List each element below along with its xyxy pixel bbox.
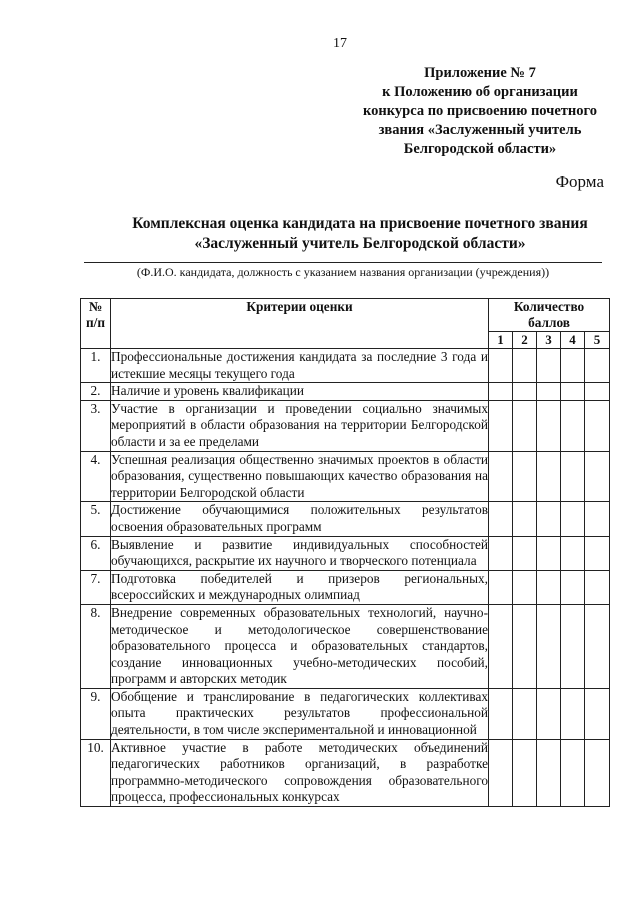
row-number: 2. bbox=[81, 383, 111, 401]
criterion-text: Профессиональные достижения кандидата за последние 3 года и истекшие месяцы текущего года bbox=[111, 349, 489, 383]
score-cell[interactable] bbox=[489, 570, 513, 604]
score-cell[interactable] bbox=[561, 604, 585, 688]
score-cell[interactable] bbox=[537, 604, 561, 688]
criterion-text: Подготовка победителей и призеров региональных, всероссийских и международных олимпиад bbox=[111, 570, 489, 604]
score-cell[interactable] bbox=[585, 570, 610, 604]
table-row bbox=[81, 349, 610, 383]
fio-caption: (Ф.И.О. кандидата, должность с указанием названия организации (учреждения)) bbox=[136, 265, 550, 279]
score-column-header: 1 bbox=[489, 332, 513, 349]
table-row bbox=[81, 536, 610, 570]
appendix-line: к Положению об организации bbox=[382, 84, 578, 100]
score-cell[interactable] bbox=[561, 536, 585, 570]
criterion-text: Обобщение и транслирование в педагогических коллективах опыта практических результатов профессиональной деятельности, в том числе экспериментальной и инновационной bbox=[111, 688, 489, 739]
score-cell[interactable] bbox=[537, 383, 561, 401]
score-cell[interactable] bbox=[489, 349, 513, 383]
score-cell[interactable] bbox=[513, 502, 537, 536]
row-number: 7. bbox=[81, 570, 111, 604]
score-cell[interactable] bbox=[585, 349, 610, 383]
score-cell[interactable] bbox=[489, 502, 513, 536]
table-row bbox=[81, 604, 610, 688]
score-cell[interactable] bbox=[537, 502, 561, 536]
score-cell[interactable] bbox=[561, 502, 585, 536]
score-column-header: 2 bbox=[513, 332, 537, 349]
criterion-text: Успешная реализация общественно значимых проектов в области образования, существенно повышающих качество образования на территории Белгородской области bbox=[111, 451, 489, 502]
criterion-text: Наличие и уровень квалификации bbox=[111, 383, 489, 401]
row-number: 1. bbox=[81, 349, 111, 383]
score-cell[interactable] bbox=[489, 536, 513, 570]
row-number: 5. bbox=[81, 502, 111, 536]
row-number: 4. bbox=[81, 451, 111, 502]
score-cell[interactable] bbox=[561, 739, 585, 806]
appendix-header bbox=[330, 64, 630, 159]
score-cell[interactable] bbox=[537, 400, 561, 451]
score-cell[interactable] bbox=[537, 688, 561, 739]
score-cell[interactable] bbox=[585, 502, 610, 536]
criteria-header: Критерии оценки bbox=[111, 299, 489, 349]
score-cell[interactable] bbox=[537, 536, 561, 570]
score-column-header: 4 bbox=[561, 332, 585, 349]
num-header: № п/п bbox=[81, 299, 111, 349]
score-column-header: 3 bbox=[537, 332, 561, 349]
row-number: 9. bbox=[81, 688, 111, 739]
criterion-text: Достижение обучающимися положительных результатов освоения образовательных программ bbox=[111, 502, 489, 536]
score-cell[interactable] bbox=[489, 604, 513, 688]
row-number: 6. bbox=[81, 536, 111, 570]
score-cell[interactable] bbox=[561, 383, 585, 401]
score-column-header: 5 bbox=[585, 332, 610, 349]
title-line-2: «Заслуженный учитель Белгородской области» bbox=[194, 235, 526, 252]
score-cell[interactable] bbox=[513, 688, 537, 739]
score-cell[interactable] bbox=[489, 400, 513, 451]
score-cell[interactable] bbox=[513, 739, 537, 806]
score-cell[interactable] bbox=[561, 400, 585, 451]
score-cell[interactable] bbox=[513, 570, 537, 604]
score-cell[interactable] bbox=[489, 383, 513, 401]
table-row bbox=[81, 739, 610, 806]
form-label: Форма bbox=[555, 172, 604, 191]
criterion-text: Внедрение современных образовательных технологий, научно-методическое и методологическое совершенствование образовательного процесса и образовательных стандартов, создание инновационных учебно-методических пособий, программ и авторских методик bbox=[111, 604, 489, 688]
score-cell[interactable] bbox=[561, 451, 585, 502]
score-cell[interactable] bbox=[513, 349, 537, 383]
score-cell[interactable] bbox=[585, 383, 610, 401]
score-cell[interactable] bbox=[513, 400, 537, 451]
score-cell[interactable] bbox=[585, 604, 610, 688]
score-cell[interactable] bbox=[537, 349, 561, 383]
score-cell[interactable] bbox=[585, 536, 610, 570]
score-cell[interactable] bbox=[561, 570, 585, 604]
score-cell[interactable] bbox=[489, 739, 513, 806]
score-cell[interactable] bbox=[513, 383, 537, 401]
score-cell[interactable] bbox=[585, 739, 610, 806]
score-cell[interactable] bbox=[537, 739, 561, 806]
score-cell[interactable] bbox=[585, 400, 610, 451]
criteria-table bbox=[80, 298, 610, 807]
score-cell[interactable] bbox=[585, 451, 610, 502]
row-number: 8. bbox=[81, 604, 111, 688]
row-number: 10. bbox=[81, 739, 111, 806]
table-row bbox=[81, 383, 610, 401]
fio-underline bbox=[84, 262, 602, 263]
appendix-line: Приложение № 7 bbox=[424, 65, 536, 81]
appendix-line: звания «Заслуженный учитель bbox=[378, 122, 582, 138]
table-row bbox=[81, 688, 610, 739]
score-header: Количество баллов bbox=[489, 299, 610, 332]
table-row bbox=[81, 400, 610, 451]
criterion-text: Выявление и развитие индивидуальных способностей обучающихся, раскрытие их научного и творческого потенциала bbox=[111, 536, 489, 570]
score-cell[interactable] bbox=[513, 536, 537, 570]
score-cell[interactable] bbox=[537, 570, 561, 604]
score-cell[interactable] bbox=[561, 688, 585, 739]
table-row bbox=[81, 451, 610, 502]
score-cell[interactable] bbox=[585, 688, 610, 739]
table-row bbox=[81, 570, 610, 604]
score-cell[interactable] bbox=[489, 451, 513, 502]
appendix-line: конкурса по присвоению почетного bbox=[362, 103, 598, 119]
row-number: 3. bbox=[81, 400, 111, 451]
appendix-line: Белгородской области» bbox=[403, 141, 557, 157]
table-row bbox=[81, 502, 610, 536]
page-number: 17 bbox=[333, 36, 347, 51]
title-line-1: Комплексная оценка кандидата на присвоение почетного звания bbox=[132, 215, 588, 232]
score-cell[interactable] bbox=[513, 451, 537, 502]
score-cell[interactable] bbox=[489, 688, 513, 739]
criterion-text: Активное участие в работе методических объединений педагогических работников организаций, в разработке программно-методического сопровождения образовательного процесса, профессиональных конкурсах bbox=[111, 739, 489, 806]
document-title bbox=[60, 214, 640, 254]
criterion-text: Участие в организации и проведении социально значимых мероприятий в области образования на территории Белгородской области и за ее пределами bbox=[111, 400, 489, 451]
score-cell[interactable] bbox=[513, 604, 537, 688]
score-cell[interactable] bbox=[537, 451, 561, 502]
score-cell[interactable] bbox=[561, 349, 585, 383]
